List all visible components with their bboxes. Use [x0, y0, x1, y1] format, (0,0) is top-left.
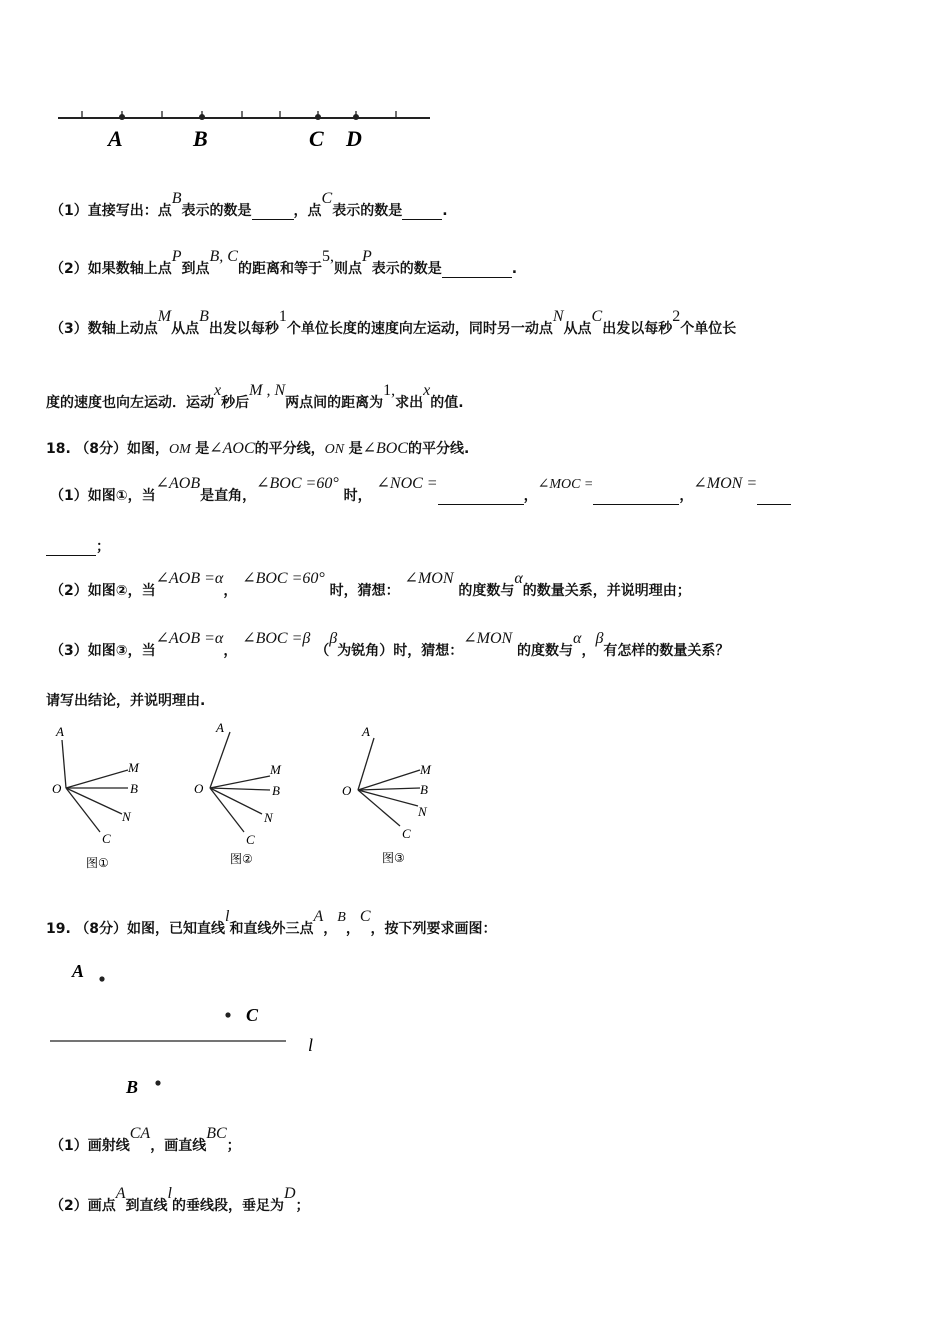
- point-a-label: A: [72, 961, 85, 981]
- fig1-label-m: M: [128, 760, 139, 775]
- fig3-label-a: A: [362, 724, 370, 739]
- fig3-label-n: N: [418, 804, 427, 819]
- q17-part2: （2）如果数轴上点P到点B, C的距离和等于5,则点P表示的数是 .: [50, 248, 518, 277]
- fig1-label-b: B: [130, 781, 138, 796]
- q17-part3-cont: 度的速度也向左运动．运动x秒后M , N两点间的距离为1,求出x的值.: [46, 382, 464, 411]
- q17-part1: （1）直接写出：点B表示的数是 ，点C表示的数是 .: [50, 190, 448, 219]
- q18-part2: （2）如图②，当∠AOB =α， ∠BOC =60° 时，猜想： ∠MON 的度数与α的数量关系，并说明理由；: [50, 570, 691, 599]
- point-d-label: D: [346, 126, 362, 151]
- point-c-label: C: [246, 1005, 259, 1025]
- point-b-label: B: [126, 1077, 139, 1097]
- q18-part3: （3）如图③，当∠AOB =α， ∠BOC =β （β为锐角）时，猜想：∠MON 的度数与α，β有怎样的数量关系？: [50, 630, 730, 659]
- fig2-label-a: A: [216, 720, 224, 735]
- q18-part3-cont: 请写出结论，并说明理由.: [46, 693, 206, 709]
- fig3-label-o: O: [342, 783, 352, 798]
- fig2-label-b: B: [272, 783, 280, 798]
- fig3-label-c: C: [402, 826, 411, 841]
- point-a-dot: [119, 114, 125, 120]
- q18-part1: （1）如图①，当∠AOB是直角，∠BOC =60° 时， ∠NOC =，∠MOC =，∠MON =: [50, 485, 791, 505]
- points-line-figure: [48, 955, 348, 1100]
- fig3-label-b: B: [420, 782, 428, 797]
- point-d-dot: [353, 114, 359, 120]
- fig1-label-n: N: [122, 809, 131, 824]
- q19-heading: 19. （8分）如图，已知直线l和直线外三点A，B，C，按下列要求画图：: [46, 908, 497, 937]
- q17-part3: （3）数轴上动点M从点B出发以每秒1个单位长度的速度向左运动，同时另一动点N从点C出发以每秒2个单位长: [50, 308, 737, 337]
- point-c-label: C: [309, 126, 324, 151]
- point-b-dot: [199, 114, 205, 120]
- point-a-dot: [99, 976, 104, 981]
- fig1-label-a: A: [56, 724, 64, 739]
- q19-part1: （1）画射线CA，画直线BC；: [50, 1125, 241, 1154]
- fig2-label-c: C: [246, 832, 255, 847]
- fig1-caption: 图①: [86, 856, 109, 870]
- point-c-dot: [315, 114, 321, 120]
- q19-part2: （2）画点A到直线l的垂线段，垂足为D；: [50, 1185, 310, 1214]
- fig2-caption: 图②: [230, 852, 253, 866]
- point-b-label: B: [193, 126, 208, 151]
- number-line-figure: [50, 100, 440, 160]
- fig2-label-m: M: [270, 762, 281, 777]
- fig3-caption: 图③: [382, 851, 405, 865]
- fig2-label-n: N: [264, 810, 273, 825]
- point-c-dot: [225, 1012, 230, 1017]
- point-b-dot: [155, 1080, 160, 1085]
- fig1-label-o: O: [52, 781, 62, 796]
- point-a-label: A: [108, 126, 123, 151]
- angle-figure-3: [336, 722, 446, 872]
- q18-heading: 18. （8分）如图，OM 是∠AOC的平分线，ON 是∠BOC的平分线.: [46, 440, 470, 457]
- fig3-label-m: M: [420, 762, 431, 777]
- angle-figure-2: [188, 718, 298, 868]
- fig1-label-c: C: [102, 831, 111, 846]
- fig2-label-o: O: [194, 781, 204, 796]
- q18-part1-cont: ；: [46, 536, 110, 556]
- line-l-label: l: [308, 1035, 314, 1055]
- angle-figure-1: [48, 722, 158, 872]
